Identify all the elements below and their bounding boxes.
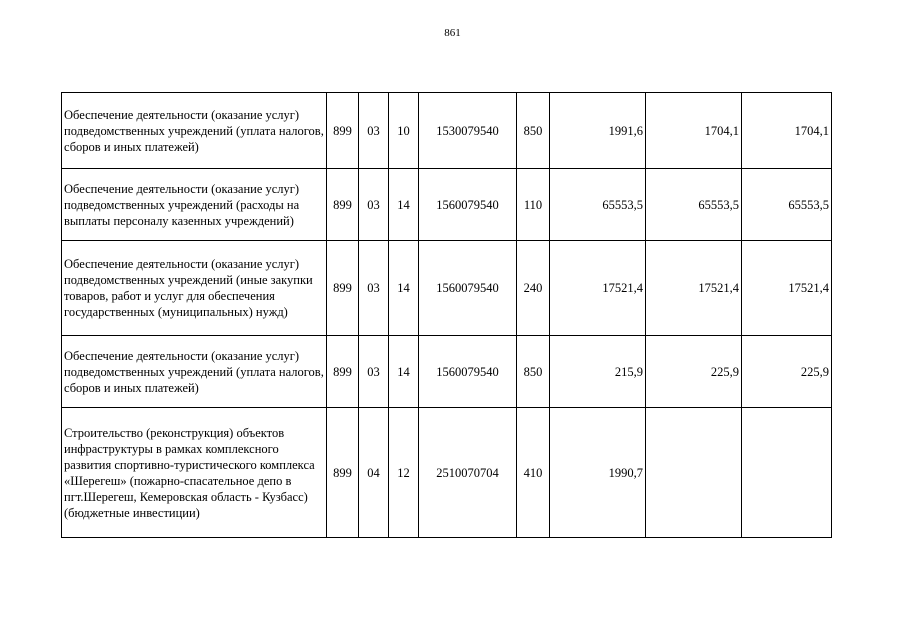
table-row bbox=[62, 169, 832, 241]
table-row bbox=[62, 241, 832, 336]
amount-1-cell: 215,9 bbox=[550, 336, 646, 408]
ministry-cell: 899 bbox=[327, 336, 359, 408]
description-cell: Обеспечение деятельности (оказание услуг) подведомственных учреждений (расходы на выплаты персоналу казенных учреждений) bbox=[62, 169, 327, 241]
target-item-cell: 1560079540 bbox=[419, 241, 517, 336]
amount-3-cell: 17521,4 bbox=[742, 241, 832, 336]
ministry-cell: 899 bbox=[327, 169, 359, 241]
expense-type-cell: 410 bbox=[517, 408, 550, 538]
ministry-cell: 899 bbox=[327, 408, 359, 538]
table-row bbox=[62, 93, 832, 169]
amount-1-cell: 1990,7 bbox=[550, 408, 646, 538]
expense-type-cell: 850 bbox=[517, 336, 550, 408]
table-row bbox=[62, 408, 832, 538]
target-item-cell: 2510070704 bbox=[419, 408, 517, 538]
section-cell: 03 bbox=[359, 93, 389, 169]
expense-type-cell: 110 bbox=[517, 169, 550, 241]
target-item-cell: 1560079540 bbox=[419, 336, 517, 408]
ministry-cell: 899 bbox=[327, 241, 359, 336]
section-cell: 03 bbox=[359, 241, 389, 336]
description-cell: Обеспечение деятельности (оказание услуг) подведомственных учреждений (уплата налогов, сборов и иных платежей) bbox=[62, 93, 327, 169]
description-cell: Обеспечение деятельности (оказание услуг) подведомственных учреждений (иные закупки товаров, работ и услуг для обеспечения государственных (муниципальных) нужд) bbox=[62, 241, 327, 336]
amount-3-cell bbox=[742, 408, 832, 538]
amount-1-cell: 65553,5 bbox=[550, 169, 646, 241]
target-item-cell: 1560079540 bbox=[419, 169, 517, 241]
amount-2-cell: 225,9 bbox=[646, 336, 742, 408]
subsection-cell: 10 bbox=[389, 93, 419, 169]
budget-table bbox=[61, 92, 832, 538]
section-cell: 03 bbox=[359, 169, 389, 241]
amount-2-cell: 65553,5 bbox=[646, 169, 742, 241]
subsection-cell: 12 bbox=[389, 408, 419, 538]
target-item-cell: 1530079540 bbox=[419, 93, 517, 169]
amount-1-cell: 1991,6 bbox=[550, 93, 646, 169]
section-cell: 04 bbox=[359, 408, 389, 538]
subsection-cell: 14 bbox=[389, 241, 419, 336]
description-cell: Строительство (реконструкция) объектов инфраструктуры в рамках комплексного развития спортивно-туристического комплекса «Шерегеш» (пожарно-спасательное депо в пгт.Шерегеш, Кемеровская область - Кузбасс) (бюджетные инвестиции) bbox=[62, 408, 327, 538]
expense-type-cell: 240 bbox=[517, 241, 550, 336]
amount-2-cell: 1704,1 bbox=[646, 93, 742, 169]
expense-type-cell: 850 bbox=[517, 93, 550, 169]
subsection-cell: 14 bbox=[389, 169, 419, 241]
amount-3-cell: 1704,1 bbox=[742, 93, 832, 169]
table-row bbox=[62, 336, 832, 408]
amount-2-cell bbox=[646, 408, 742, 538]
amount-3-cell: 65553,5 bbox=[742, 169, 832, 241]
subsection-cell: 14 bbox=[389, 336, 419, 408]
section-cell: 03 bbox=[359, 336, 389, 408]
amount-3-cell: 225,9 bbox=[742, 336, 832, 408]
amount-2-cell: 17521,4 bbox=[646, 241, 742, 336]
ministry-cell: 899 bbox=[327, 93, 359, 169]
description-cell: Обеспечение деятельности (оказание услуг) подведомственных учреждений (уплата налогов, сборов и иных платежей) bbox=[62, 336, 327, 408]
page-number: 861 bbox=[444, 27, 461, 39]
amount-1-cell: 17521,4 bbox=[550, 241, 646, 336]
